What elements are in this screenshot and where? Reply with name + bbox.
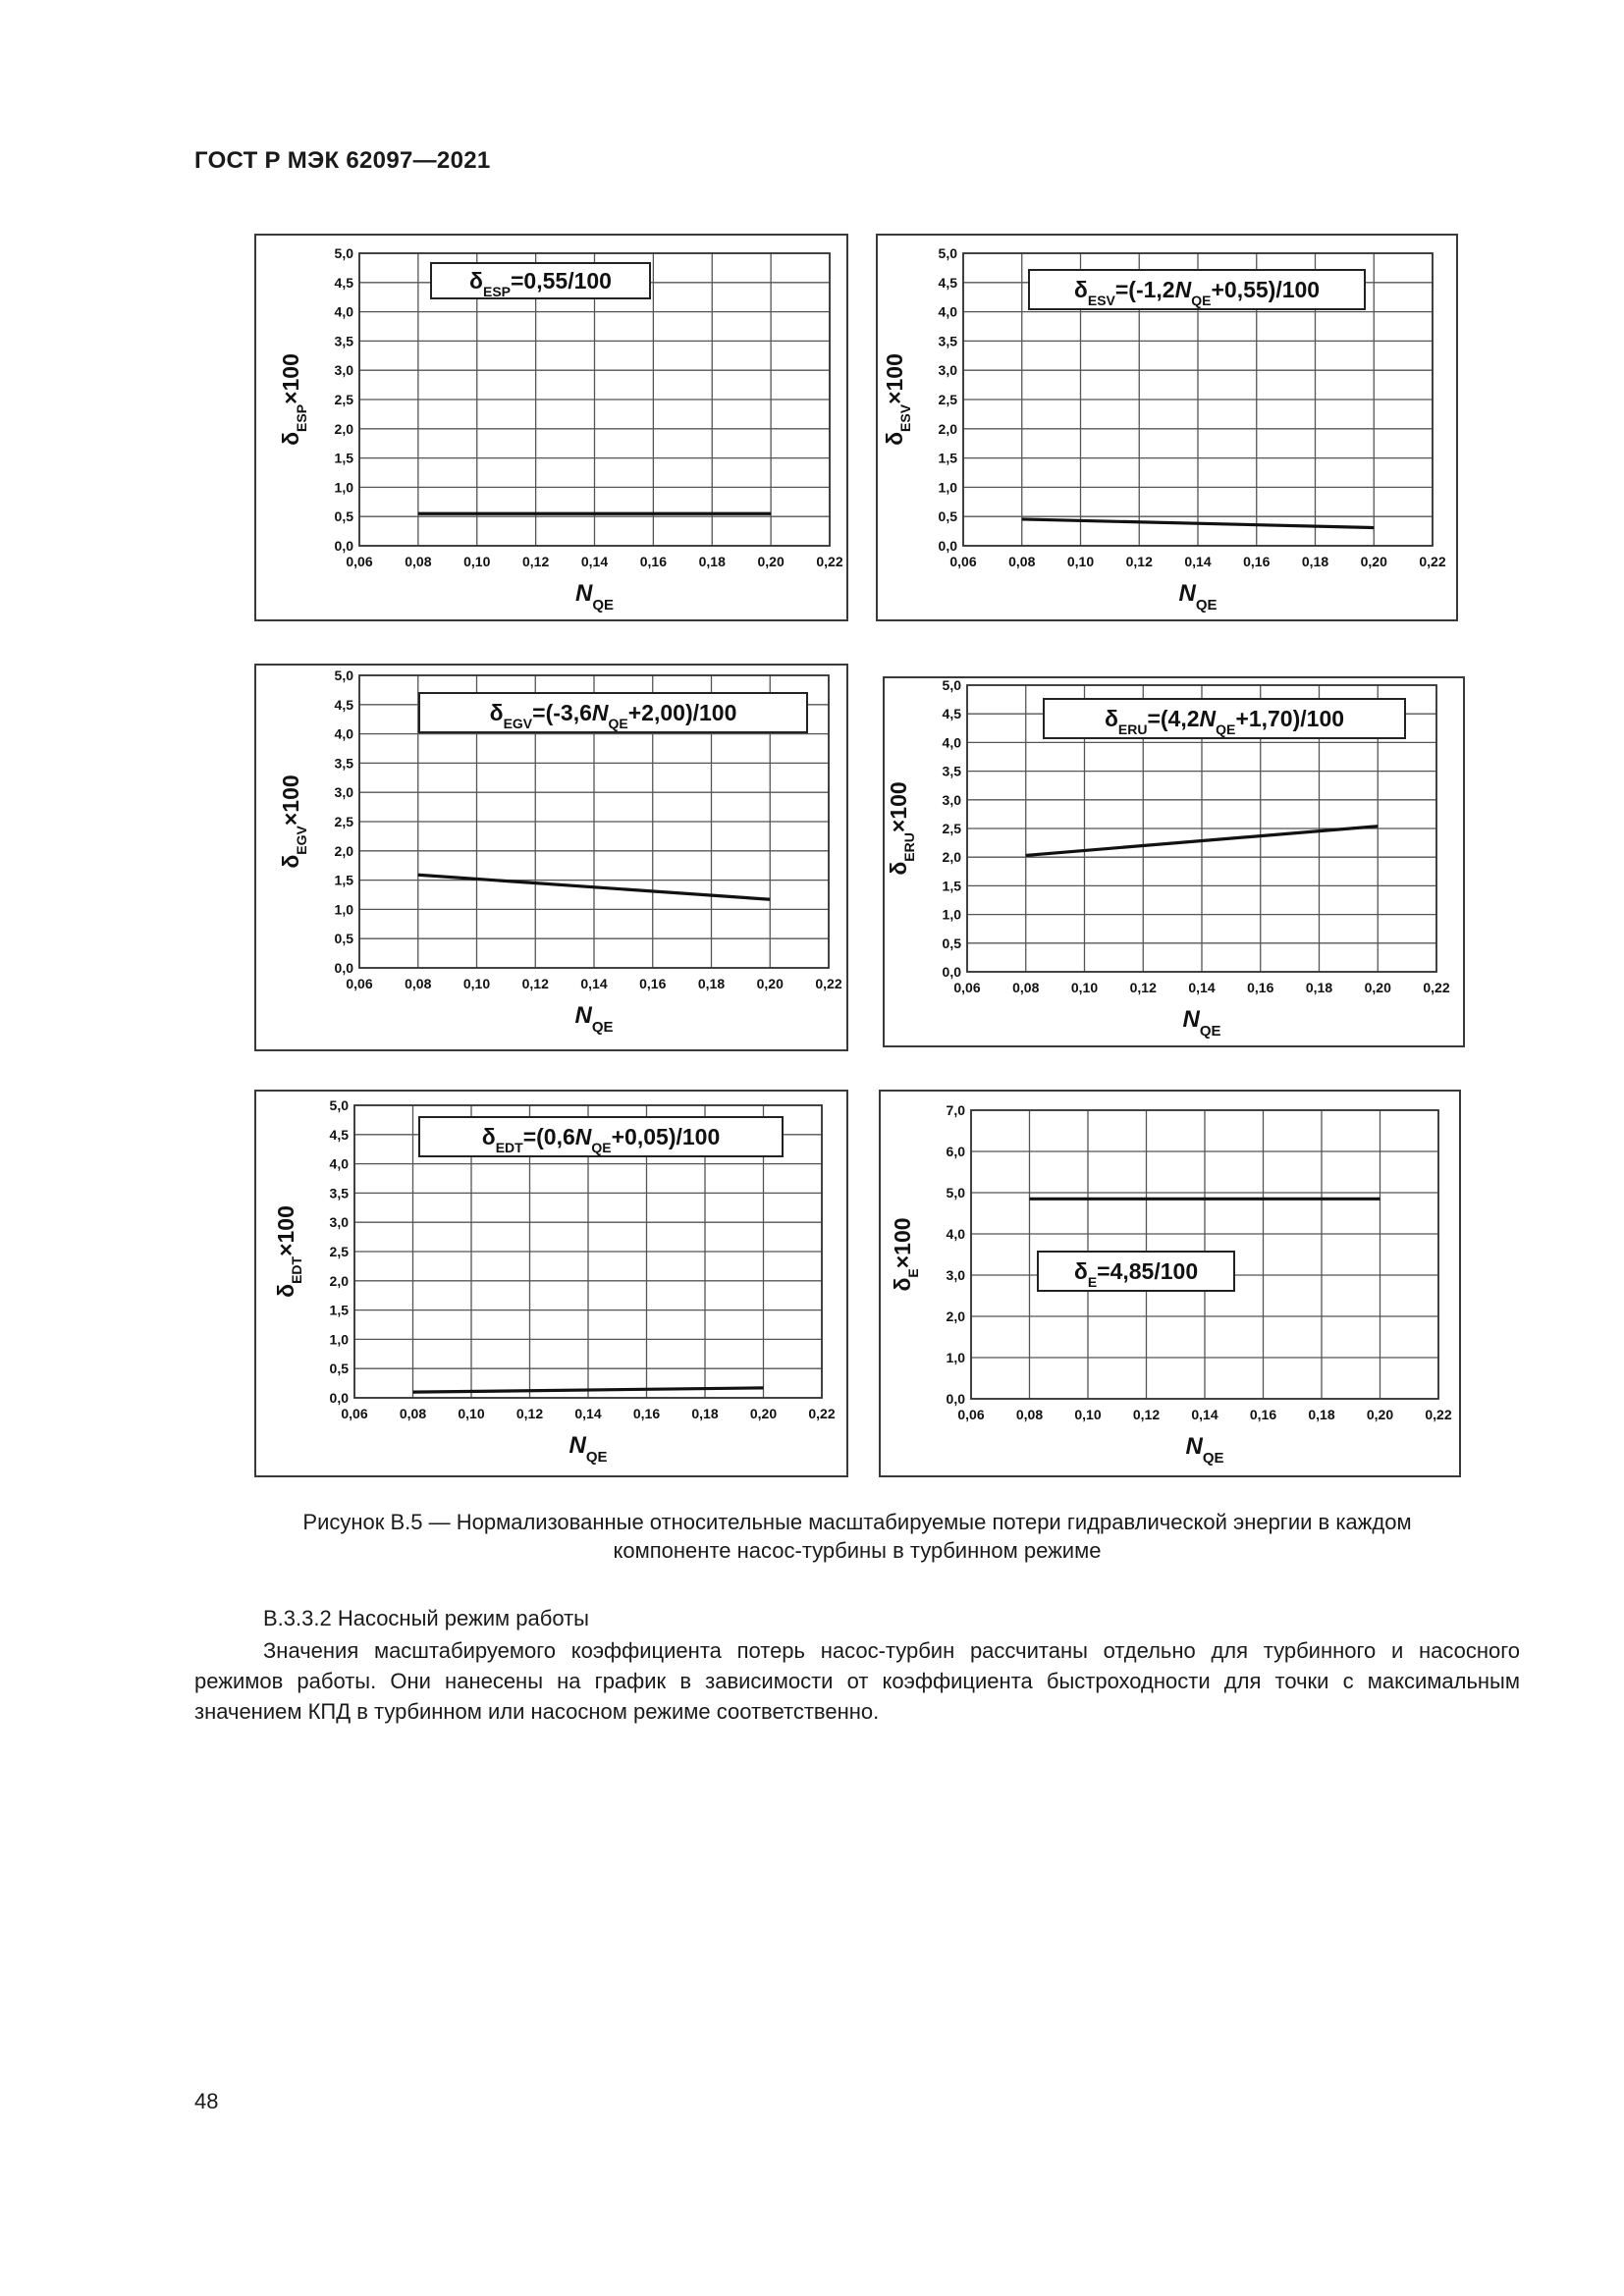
y-tick-label: 2,0 (946, 1308, 965, 1324)
figure-caption (194, 1508, 1520, 1565)
x-tick-label: 0,12 (515, 1406, 544, 1421)
y-tick-label: 2,0 (329, 1272, 349, 1289)
x-tick-label: 0,22 (1419, 554, 1446, 569)
y-tick-label: 1,5 (938, 450, 957, 466)
x-tick-label: 0,18 (1305, 980, 1333, 995)
y-tick-label: 3,0 (334, 784, 353, 801)
y-tick-label: 4,5 (334, 696, 353, 713)
x-tick-label: 0,20 (757, 554, 785, 569)
y-tick-label: 1,0 (329, 1331, 349, 1348)
x-tick-label: 0,18 (1308, 1407, 1335, 1422)
y-tick-label: 1,0 (334, 901, 353, 918)
y-tick-label: 1,5 (334, 450, 353, 466)
y-tick-label: 1,0 (942, 906, 961, 923)
y-tick-label: 1,5 (942, 878, 961, 894)
x-tick-label: 0,20 (756, 976, 784, 991)
y-tick-label: 2,5 (942, 821, 961, 836)
y-tick-label: 5,0 (334, 667, 353, 683)
x-tick-label: 0,20 (749, 1406, 778, 1421)
y-axis-label-group (886, 781, 917, 875)
x-tick-label: 0,12 (522, 554, 550, 569)
section-heading: В.3.3.2 Насосный режим работы (263, 1606, 589, 1630)
chart-e-svg (881, 1092, 1459, 1475)
x-tick-label: 0,12 (521, 976, 549, 991)
x-tick-label: 0,12 (1129, 980, 1157, 995)
chart-panel-eru (883, 676, 1465, 1047)
y-tick-label: 4,0 (938, 303, 957, 320)
y-axis-label: $\delta_{EGV}\times 100$ (278, 774, 309, 869)
formula-text: $\delta_{ESV}=(-1,2N_{QE}+0,55)/100$ (1073, 277, 1321, 308)
x-tick-label: 0,06 (957, 1407, 985, 1422)
y-tick-label: 4,0 (334, 303, 353, 320)
x-tick-label: 0,14 (1191, 1407, 1218, 1422)
y-tick-label: 0,5 (942, 934, 961, 951)
formula-text: $\delta_E=4,85/100$ (1073, 1258, 1199, 1290)
x-tick-label: 0,22 (816, 554, 843, 569)
x-tick-label: 0,16 (1249, 1407, 1277, 1422)
x-tick-label: 0,06 (949, 554, 977, 569)
y-tick-label: 1,0 (946, 1350, 965, 1365)
y-tick-label: 2,0 (334, 420, 353, 437)
x-tick-label: 0,14 (574, 1406, 602, 1421)
chart-edt-svg (256, 1092, 846, 1475)
y-tick-label: 4,5 (334, 274, 353, 291)
x-axis-label: $N_{QE}$ (574, 580, 615, 614)
y-tick-label: 2,5 (334, 392, 353, 407)
y-axis-label: $\delta_E\times 100$ (890, 1217, 921, 1292)
y-axis-label: $\delta_{ESV}\times 100$ (882, 353, 913, 446)
y-tick-label: 0,5 (329, 1361, 349, 1377)
x-tick-label: 0,12 (1132, 1407, 1161, 1422)
y-tick-label: 5,0 (942, 678, 961, 693)
x-tick-label: 0,18 (697, 976, 726, 991)
chart-panel-e (879, 1090, 1461, 1477)
x-tick-label: 0,10 (462, 976, 491, 991)
x-tick-label: 0,14 (1184, 554, 1212, 569)
formula-text: $\delta_{ERU}=(4,2N_{QE}+1,70)/100$ (1104, 706, 1345, 737)
chart-panel-edt (254, 1090, 848, 1477)
y-tick-label: 4,5 (938, 274, 957, 291)
x-tick-label: 0,10 (1066, 554, 1095, 569)
x-tick-label: 0,18 (691, 1406, 719, 1421)
x-tick-label: 0,20 (1364, 980, 1391, 995)
x-tick-label: 0,18 (1301, 554, 1329, 569)
y-tick-label: 3,5 (334, 333, 353, 349)
x-axis-label: $N_{QE}$ (574, 1002, 614, 1036)
chart-panel-esp (254, 234, 848, 621)
series-line-edt (413, 1388, 764, 1392)
x-tick-label: 0,20 (1366, 1407, 1394, 1422)
y-tick-label: 0,0 (334, 960, 353, 976)
x-tick-label: 0,06 (953, 980, 981, 995)
x-tick-label: 0,16 (639, 554, 667, 569)
document-header: ГОСТ Р МЭК 62097—2021 (194, 147, 491, 174)
y-tick-label: 4,5 (942, 706, 961, 722)
x-tick-label: 0,22 (808, 1406, 836, 1421)
chart-eru-svg (885, 678, 1463, 1045)
x-tick-label: 0,10 (1070, 980, 1099, 995)
x-tick-label: 0,08 (405, 976, 432, 991)
y-tick-label: 0,0 (938, 538, 957, 554)
x-tick-label: 0,16 (1247, 980, 1274, 995)
chart-panel-esv (876, 234, 1458, 621)
y-axis-label: $\delta_{ERU}\times 100$ (886, 781, 917, 876)
y-tick-label: 0,5 (938, 508, 957, 525)
y-tick-label: 5,0 (946, 1185, 965, 1201)
chart-panel-egv (254, 664, 848, 1051)
y-tick-label: 0,0 (946, 1391, 965, 1407)
y-tick-label: 2,0 (334, 842, 353, 859)
y-tick-label: 4,0 (942, 734, 961, 751)
y-tick-label: 3,5 (942, 763, 961, 779)
x-tick-label: 0,20 (1360, 554, 1387, 569)
x-tick-label: 0,10 (463, 554, 491, 569)
x-tick-label: 0,06 (346, 976, 373, 991)
y-tick-label: 0,0 (329, 1390, 349, 1406)
y-tick-label: 3,0 (942, 791, 961, 808)
y-tick-label: 4,0 (334, 725, 353, 742)
y-tick-label: 2,0 (942, 849, 961, 866)
y-tick-label: 5,0 (329, 1097, 349, 1113)
x-axis-label: $N_{QE}$ (1178, 580, 1218, 614)
y-tick-label: 5,0 (938, 245, 957, 261)
x-tick-label: 0,06 (346, 554, 373, 569)
y-axis-label-group (278, 774, 309, 868)
y-tick-label: 3,0 (334, 362, 353, 379)
y-tick-label: 2,0 (938, 420, 957, 437)
y-tick-label: 0,5 (334, 508, 353, 525)
x-tick-label: 0,08 (399, 1406, 427, 1421)
y-axis-label: $\delta_{ESP}\times 100$ (278, 353, 309, 446)
y-tick-label: 5,0 (334, 245, 353, 261)
x-tick-label: 0,12 (1125, 554, 1153, 569)
y-tick-label: 3,0 (946, 1267, 965, 1283)
x-axis-label: $N_{QE}$ (1185, 1433, 1224, 1467)
y-tick-label: 1,5 (334, 872, 353, 888)
x-tick-label: 0,08 (405, 554, 432, 569)
y-axis-label-group (890, 1217, 921, 1291)
x-tick-label: 0,22 (1425, 1407, 1452, 1422)
x-tick-label: 0,14 (580, 976, 608, 991)
figure-caption-line1: Рисунок В.5 — Нормализованные относительные масштабируемые потери гидравлической энергии в каждом (302, 1510, 1412, 1534)
x-tick-label: 0,18 (698, 554, 726, 569)
x-axis-label: $N_{QE}$ (568, 1432, 608, 1466)
y-tick-label: 1,0 (938, 479, 957, 496)
x-axis-label: $N_{QE}$ (1182, 1006, 1221, 1040)
x-tick-label: 0,08 (1015, 1407, 1044, 1422)
y-axis-label-group (882, 353, 913, 446)
section-paragraph: Значения масштабируемого коэффициента потерь насос-турбин рассчитаны отдельно для турбинного и насосного режимов работы. Они нанесены на график в зависимости от коэффициента быстроходности для точки с максимальным значением КПД в турбинном или насосном режиме соответственно. (194, 1638, 1520, 1724)
y-tick-label: 1,5 (329, 1302, 349, 1318)
chart-egv-svg (256, 666, 846, 1049)
y-tick-label: 3,5 (329, 1185, 349, 1201)
y-axis-label: $\delta_{EDT}\times 100$ (273, 1205, 304, 1298)
y-tick-label: 4,0 (946, 1226, 965, 1242)
y-tick-label: 7,0 (946, 1102, 965, 1118)
y-tick-label: 3,0 (938, 362, 957, 379)
y-tick-label: 2,5 (329, 1244, 349, 1259)
formula-text: $\delta_{EGV}=(-3,6N_{QE}+2,00)/100$ (489, 700, 737, 731)
y-tick-label: 0,5 (334, 931, 353, 947)
y-tick-label: 0,0 (334, 538, 353, 554)
x-tick-label: 0,10 (1074, 1407, 1102, 1422)
x-tick-label: 0,22 (815, 976, 842, 991)
x-tick-label: 0,06 (341, 1406, 368, 1421)
y-tick-label: 4,5 (329, 1126, 349, 1143)
figure-caption-line2: компоненте насос-турбины в турбинном режиме (613, 1538, 1102, 1563)
x-tick-label: 0,16 (632, 1406, 661, 1421)
page-number: 48 (194, 2089, 219, 2113)
y-tick-label: 4,0 (329, 1155, 349, 1172)
y-tick-label: 3,5 (334, 755, 353, 772)
x-tick-label: 0,08 (1008, 554, 1036, 569)
y-tick-label: 6,0 (946, 1144, 965, 1159)
x-tick-label: 0,14 (580, 554, 609, 569)
y-tick-label: 2,5 (938, 392, 957, 407)
x-tick-label: 0,16 (1243, 554, 1271, 569)
formula-text: $\delta_{EDT}=(0,6N_{QE}+0,05)/100$ (481, 1124, 721, 1155)
chart-esp-svg (256, 236, 846, 619)
y-tick-label: 3,5 (938, 333, 957, 349)
formula-text: $\delta_{ESP}=0,55/100$ (469, 268, 612, 299)
y-tick-label: 3,0 (329, 1214, 349, 1231)
y-axis-label-group (273, 1205, 304, 1298)
chart-esv-svg (878, 236, 1456, 619)
x-tick-label: 0,22 (1423, 980, 1450, 995)
x-tick-label: 0,10 (458, 1406, 485, 1421)
y-tick-label: 1,0 (334, 479, 353, 496)
y-tick-label: 2,5 (334, 814, 353, 829)
x-tick-label: 0,14 (1188, 980, 1216, 995)
y-tick-label: 0,0 (942, 964, 961, 980)
x-tick-label: 0,08 (1012, 980, 1040, 995)
x-tick-label: 0,16 (639, 976, 667, 991)
y-axis-label-group (278, 353, 309, 446)
